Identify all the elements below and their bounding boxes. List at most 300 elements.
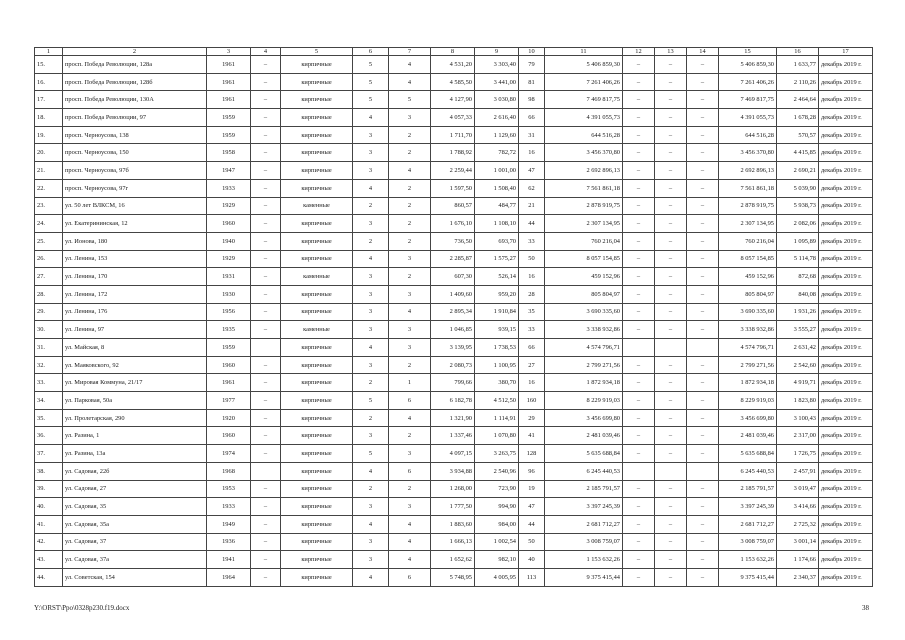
- row-number-cell: 18.: [35, 109, 63, 127]
- floors-cell: 3: [353, 321, 389, 339]
- completion-date-cell: декабрь 2019 г.: [819, 462, 873, 480]
- address-cell: ул. Садовая, 22б: [63, 462, 207, 480]
- floors-cell: 5: [353, 73, 389, 91]
- row-number-cell: 34.: [35, 392, 63, 410]
- row-number-cell: 15.: [35, 56, 63, 74]
- local-funds-cell: –: [687, 480, 719, 498]
- column-header-1: 1: [35, 48, 63, 56]
- wall-material-cell: кирпичные: [281, 551, 353, 569]
- entrances-cell: 2: [389, 179, 431, 197]
- address-cell: ул. Ионова, 180: [63, 232, 207, 250]
- owner-funds-cell: 2 185 791,57: [719, 480, 777, 498]
- total-area-cell: 4 097,15: [431, 445, 475, 463]
- total-cost-cell: 1 153 632,26: [545, 551, 623, 569]
- address-cell: ул. Садовая, 37а: [63, 551, 207, 569]
- residents-cell: 47: [519, 498, 545, 516]
- reconstruction-year-cell: –: [251, 197, 281, 215]
- residents-cell: 16: [519, 374, 545, 392]
- floors-cell: 2: [353, 232, 389, 250]
- total-area-cell: 607,30: [431, 268, 475, 286]
- table-row: [35, 232, 873, 250]
- entrances-cell: 2: [389, 215, 431, 233]
- living-area-cell: 1 070,80: [475, 427, 519, 445]
- column-header-4: 4: [251, 48, 281, 56]
- year-built-cell: 1961: [207, 91, 251, 109]
- federal-funds-cell: –: [623, 73, 655, 91]
- completion-date-cell: декабрь 2019 г.: [819, 73, 873, 91]
- cost-per-sqm-cell: 4 415,85: [777, 144, 819, 162]
- reconstruction-year-cell: –: [251, 285, 281, 303]
- table-row: [35, 551, 873, 569]
- cost-per-sqm-cell: 2 542,60: [777, 356, 819, 374]
- total-cost-cell: 760 216,04: [545, 232, 623, 250]
- table-row: [35, 197, 873, 215]
- federal-funds-cell: –: [623, 445, 655, 463]
- regional-funds-cell: –: [655, 268, 687, 286]
- regional-funds-cell: –: [655, 392, 687, 410]
- residents-cell: 96: [519, 462, 545, 480]
- federal-funds-cell: –: [623, 285, 655, 303]
- completion-date-cell: декабрь 2019 г.: [819, 568, 873, 586]
- regional-funds-cell: –: [655, 162, 687, 180]
- row-number-cell: 27.: [35, 268, 63, 286]
- row-number-cell: 17.: [35, 91, 63, 109]
- residents-cell: 16: [519, 268, 545, 286]
- owner-funds-cell: 644 516,28: [719, 126, 777, 144]
- local-funds-cell: –: [687, 73, 719, 91]
- local-funds-cell: –: [687, 392, 719, 410]
- address-cell: ул. Садовая, 27: [63, 480, 207, 498]
- entrances-cell: 2: [389, 356, 431, 374]
- row-number-cell: 20.: [35, 144, 63, 162]
- column-header-6: 6: [353, 48, 389, 56]
- total-cost-cell: 2 481 039,46: [545, 427, 623, 445]
- year-built-cell: 1960: [207, 215, 251, 233]
- total-cost-cell: 2 307 134,95: [545, 215, 623, 233]
- entrances-cell: 4: [389, 409, 431, 427]
- wall-material-cell: кирпичные: [281, 356, 353, 374]
- wall-material-cell: кирпичные: [281, 533, 353, 551]
- wall-material-cell: кирпичные: [281, 339, 353, 357]
- owner-funds-cell: 3 338 932,86: [719, 321, 777, 339]
- reconstruction-year-cell: –: [251, 162, 281, 180]
- address-cell: ул. Ленина, 153: [63, 250, 207, 268]
- regional-funds-cell: –: [655, 303, 687, 321]
- federal-funds-cell: –: [623, 162, 655, 180]
- regional-funds-cell: –: [655, 533, 687, 551]
- total-area-cell: 1 046,85: [431, 321, 475, 339]
- completion-date-cell: декабрь 2019 г.: [819, 498, 873, 516]
- address-cell: ул. Ленина, 176: [63, 303, 207, 321]
- owner-funds-cell: 8 229 919,03: [719, 392, 777, 410]
- floors-cell: 3: [353, 285, 389, 303]
- table-row: [35, 515, 873, 533]
- local-funds-cell: –: [687, 356, 719, 374]
- owner-funds-cell: 3 456 699,80: [719, 409, 777, 427]
- regional-funds-cell: –: [655, 321, 687, 339]
- wall-material-cell: каменные: [281, 321, 353, 339]
- total-area-cell: 3 139,95: [431, 339, 475, 357]
- table-row: [35, 462, 873, 480]
- floors-cell: 3: [353, 498, 389, 516]
- document-file-path: Y:\ORST\Ppo\0328p230.f19.docx: [34, 604, 130, 612]
- local-funds-cell: [687, 462, 719, 480]
- owner-funds-cell: 2 878 919,75: [719, 197, 777, 215]
- table-row: [35, 268, 873, 286]
- living-area-cell: 4 512,50: [475, 392, 519, 410]
- wall-material-cell: кирпичные: [281, 568, 353, 586]
- table-row: [35, 144, 873, 162]
- regional-funds-cell: –: [655, 197, 687, 215]
- column-header-2: 2: [63, 48, 207, 56]
- floors-cell: 3: [353, 144, 389, 162]
- local-funds-cell: –: [687, 427, 719, 445]
- total-area-cell: 2 080,73: [431, 356, 475, 374]
- living-area-cell: 2 540,96: [475, 462, 519, 480]
- completion-date-cell: декабрь 2019 г.: [819, 268, 873, 286]
- reconstruction-year-cell: –: [251, 321, 281, 339]
- federal-funds-cell: –: [623, 427, 655, 445]
- total-cost-cell: 8 229 919,03: [545, 392, 623, 410]
- floors-cell: 4: [353, 179, 389, 197]
- completion-date-cell: декабрь 2019 г.: [819, 126, 873, 144]
- address-cell: просп. Победа Революции, 130А: [63, 91, 207, 109]
- table-row: [35, 303, 873, 321]
- year-built-cell: 1920: [207, 409, 251, 427]
- owner-funds-cell: 2 692 896,13: [719, 162, 777, 180]
- table-row: [35, 126, 873, 144]
- table-row: [35, 56, 873, 74]
- year-built-cell: 1964: [207, 568, 251, 586]
- owner-funds-cell: 8 057 154,85: [719, 250, 777, 268]
- total-area-cell: 1 883,60: [431, 515, 475, 533]
- address-cell: ул. Мировая Коммуна, 21/17: [63, 374, 207, 392]
- address-cell: ул. Советская, 154: [63, 568, 207, 586]
- year-built-cell: 1947: [207, 162, 251, 180]
- owner-funds-cell: 4 574 796,71: [719, 339, 777, 357]
- row-number-cell: 38.: [35, 462, 63, 480]
- total-cost-cell: 8 057 154,85: [545, 250, 623, 268]
- owner-funds-cell: 5 406 859,30: [719, 56, 777, 74]
- entrances-cell: 2: [389, 268, 431, 286]
- cost-per-sqm-cell: 2 082,06: [777, 215, 819, 233]
- entrances-cell: 2: [389, 480, 431, 498]
- floors-cell: 3: [353, 427, 389, 445]
- owner-funds-cell: 7 469 817,75: [719, 91, 777, 109]
- wall-material-cell: кирпичные: [281, 179, 353, 197]
- residents-cell: 81: [519, 73, 545, 91]
- cost-per-sqm-cell: 5 114,78: [777, 250, 819, 268]
- living-area-cell: 484,77: [475, 197, 519, 215]
- address-cell: ул. Пролетарская, 290: [63, 409, 207, 427]
- federal-funds-cell: –: [623, 232, 655, 250]
- total-cost-cell: 459 152,96: [545, 268, 623, 286]
- year-built-cell: 1961: [207, 73, 251, 91]
- living-area-cell: 1 001,00: [475, 162, 519, 180]
- address-cell: ул. Разина, 1: [63, 427, 207, 445]
- floors-cell: 3: [353, 533, 389, 551]
- living-area-cell: 3 030,80: [475, 91, 519, 109]
- wall-material-cell: кирпичные: [281, 462, 353, 480]
- cost-per-sqm-cell: 2 110,26: [777, 73, 819, 91]
- living-area-cell: 994,90: [475, 498, 519, 516]
- address-cell: ул. Майская, 8: [63, 339, 207, 357]
- total-cost-cell: 644 516,28: [545, 126, 623, 144]
- residents-cell: 28: [519, 285, 545, 303]
- reconstruction-year-cell: –: [251, 568, 281, 586]
- table-row: [35, 285, 873, 303]
- table-row: [35, 445, 873, 463]
- local-funds-cell: –: [687, 109, 719, 127]
- floors-cell: 3: [353, 303, 389, 321]
- cost-per-sqm-cell: 2 725,32: [777, 515, 819, 533]
- local-funds-cell: –: [687, 162, 719, 180]
- federal-funds-cell: –: [623, 250, 655, 268]
- row-number-cell: 33.: [35, 374, 63, 392]
- year-built-cell: 1935: [207, 321, 251, 339]
- residents-cell: 113: [519, 568, 545, 586]
- wall-material-cell: кирпичные: [281, 445, 353, 463]
- residents-cell: 44: [519, 515, 545, 533]
- row-number-cell: 26.: [35, 250, 63, 268]
- entrances-cell: 2: [389, 144, 431, 162]
- cost-per-sqm-cell: 2 340,37: [777, 568, 819, 586]
- year-built-cell: 1949: [207, 515, 251, 533]
- total-cost-cell: 4 391 055,73: [545, 109, 623, 127]
- total-cost-cell: 5 635 688,84: [545, 445, 623, 463]
- living-area-cell: 1 508,40: [475, 179, 519, 197]
- row-number-cell: 44.: [35, 568, 63, 586]
- residents-cell: 98: [519, 91, 545, 109]
- entrances-cell: 3: [389, 285, 431, 303]
- residents-cell: 66: [519, 109, 545, 127]
- wall-material-cell: кирпичные: [281, 285, 353, 303]
- address-cell: просп. Черноусова, 138: [63, 126, 207, 144]
- total-area-cell: 1 337,46: [431, 427, 475, 445]
- cost-per-sqm-cell: 3 414,66: [777, 498, 819, 516]
- total-cost-cell: 2 878 919,75: [545, 197, 623, 215]
- owner-funds-cell: 805 804,97: [719, 285, 777, 303]
- cost-per-sqm-cell: 5 938,73: [777, 197, 819, 215]
- table-row: [35, 321, 873, 339]
- year-built-cell: 1941: [207, 551, 251, 569]
- local-funds-cell: –: [687, 409, 719, 427]
- total-area-cell: 1 676,10: [431, 215, 475, 233]
- entrances-cell: 5: [389, 91, 431, 109]
- entrances-cell: 3: [389, 339, 431, 357]
- cost-per-sqm-cell: 3 100,43: [777, 409, 819, 427]
- regional-funds-cell: –: [655, 356, 687, 374]
- total-area-cell: 1 666,13: [431, 533, 475, 551]
- living-area-cell: 3 263,75: [475, 445, 519, 463]
- wall-material-cell: кирпичные: [281, 409, 353, 427]
- completion-date-cell: декабрь 2019 г.: [819, 109, 873, 127]
- total-area-cell: 4 531,20: [431, 56, 475, 74]
- living-area-cell: 4 005,95: [475, 568, 519, 586]
- living-area-cell: 3 303,40: [475, 56, 519, 74]
- residents-cell: 35: [519, 303, 545, 321]
- local-funds-cell: –: [687, 250, 719, 268]
- residents-cell: 66: [519, 339, 545, 357]
- owner-funds-cell: 1 872 934,18: [719, 374, 777, 392]
- reconstruction-year-cell: –: [251, 56, 281, 74]
- local-funds-cell: [687, 339, 719, 357]
- total-area-cell: 1 652,62: [431, 551, 475, 569]
- owner-funds-cell: 2 481 039,46: [719, 427, 777, 445]
- cost-per-sqm-cell: 1 633,77: [777, 56, 819, 74]
- year-built-cell: 1936: [207, 533, 251, 551]
- wall-material-cell: каменные: [281, 197, 353, 215]
- table-row: [35, 250, 873, 268]
- row-number-cell: 42.: [35, 533, 63, 551]
- total-cost-cell: 3 008 759,07: [545, 533, 623, 551]
- residents-cell: 79: [519, 56, 545, 74]
- residents-cell: 16: [519, 144, 545, 162]
- row-number-cell: 22.: [35, 179, 63, 197]
- total-area-cell: 1 597,50: [431, 179, 475, 197]
- total-area-cell: 2 285,87: [431, 250, 475, 268]
- reconstruction-year-cell: –: [251, 480, 281, 498]
- address-cell: ул. Садовая, 35а: [63, 515, 207, 533]
- floors-cell: 5: [353, 91, 389, 109]
- residents-cell: 33: [519, 232, 545, 250]
- entrances-cell: 6: [389, 462, 431, 480]
- address-cell: просп. Победа Революции, 128б: [63, 73, 207, 91]
- cost-per-sqm-cell: 3 019,47: [777, 480, 819, 498]
- total-area-cell: 1 777,50: [431, 498, 475, 516]
- residents-cell: 31: [519, 126, 545, 144]
- completion-date-cell: декабрь 2019 г.: [819, 356, 873, 374]
- page-number: 38: [862, 604, 869, 612]
- local-funds-cell: –: [687, 91, 719, 109]
- federal-funds-cell: –: [623, 515, 655, 533]
- living-area-cell: 3 441,00: [475, 73, 519, 91]
- regional-funds-cell: –: [655, 126, 687, 144]
- owner-funds-cell: 3 397 245,39: [719, 498, 777, 516]
- federal-funds-cell: –: [623, 321, 655, 339]
- local-funds-cell: –: [687, 374, 719, 392]
- total-area-cell: 3 934,88: [431, 462, 475, 480]
- floors-cell: 2: [353, 409, 389, 427]
- table-row: [35, 374, 873, 392]
- completion-date-cell: декабрь 2019 г.: [819, 144, 873, 162]
- reconstruction-year-cell: –: [251, 303, 281, 321]
- living-area-cell: 982,10: [475, 551, 519, 569]
- year-built-cell: 1959: [207, 126, 251, 144]
- row-number-cell: 41.: [35, 515, 63, 533]
- living-area-cell: 984,00: [475, 515, 519, 533]
- reconstruction-year-cell: –: [251, 109, 281, 127]
- row-number-cell: 24.: [35, 215, 63, 233]
- floors-cell: 2: [353, 197, 389, 215]
- living-area-cell: 1 100,95: [475, 356, 519, 374]
- floors-cell: 3: [353, 162, 389, 180]
- owner-funds-cell: 3 008 759,07: [719, 533, 777, 551]
- wall-material-cell: кирпичные: [281, 144, 353, 162]
- wall-material-cell: кирпичные: [281, 232, 353, 250]
- floors-cell: 4: [353, 250, 389, 268]
- total-area-cell: 1 711,70: [431, 126, 475, 144]
- reconstruction-year-cell: [251, 462, 281, 480]
- column-header-10: 10: [519, 48, 545, 56]
- row-number-cell: 43.: [35, 551, 63, 569]
- owner-funds-cell: 760 216,04: [719, 232, 777, 250]
- floors-cell: 3: [353, 268, 389, 286]
- local-funds-cell: –: [687, 321, 719, 339]
- entrances-cell: 6: [389, 568, 431, 586]
- federal-funds-cell: –: [623, 179, 655, 197]
- table-row: [35, 356, 873, 374]
- total-cost-cell: 4 574 796,71: [545, 339, 623, 357]
- year-built-cell: 1977: [207, 392, 251, 410]
- completion-date-cell: декабрь 2019 г.: [819, 445, 873, 463]
- reconstruction-year-cell: –: [251, 73, 281, 91]
- residents-cell: 50: [519, 533, 545, 551]
- federal-funds-cell: –: [623, 56, 655, 74]
- residents-cell: 19: [519, 480, 545, 498]
- local-funds-cell: –: [687, 197, 719, 215]
- federal-funds-cell: –: [623, 126, 655, 144]
- cost-per-sqm-cell: 1 931,26: [777, 303, 819, 321]
- floors-cell: 2: [353, 480, 389, 498]
- row-number-cell: 28.: [35, 285, 63, 303]
- living-area-cell: 1 910,84: [475, 303, 519, 321]
- owner-funds-cell: 7 261 406,26: [719, 73, 777, 91]
- column-header-11: 11: [545, 48, 623, 56]
- floors-cell: 3: [353, 215, 389, 233]
- year-built-cell: 1961: [207, 56, 251, 74]
- year-built-cell: 1933: [207, 498, 251, 516]
- row-number-cell: 30.: [35, 321, 63, 339]
- living-area-cell: 380,70: [475, 374, 519, 392]
- address-cell: ул. Маяковского, 92: [63, 356, 207, 374]
- row-number-cell: 29.: [35, 303, 63, 321]
- row-number-cell: 40.: [35, 498, 63, 516]
- federal-funds-cell: [623, 462, 655, 480]
- owner-funds-cell: 7 561 861,18: [719, 179, 777, 197]
- total-cost-cell: 9 375 415,44: [545, 568, 623, 586]
- total-cost-cell: 805 804,97: [545, 285, 623, 303]
- reconstruction-year-cell: –: [251, 374, 281, 392]
- floors-cell: 3: [353, 126, 389, 144]
- floors-cell: 4: [353, 339, 389, 357]
- total-cost-cell: 5 406 859,30: [545, 56, 623, 74]
- column-header-16: 16: [777, 48, 819, 56]
- table-row: [35, 339, 873, 357]
- local-funds-cell: –: [687, 126, 719, 144]
- column-header-17: 17: [819, 48, 873, 56]
- living-area-cell: 939,15: [475, 321, 519, 339]
- owner-funds-cell: 4 391 055,73: [719, 109, 777, 127]
- completion-date-cell: декабрь 2019 г.: [819, 551, 873, 569]
- residents-cell: 27: [519, 356, 545, 374]
- residents-cell: 21: [519, 197, 545, 215]
- total-area-cell: 5 748,95: [431, 568, 475, 586]
- total-cost-cell: 3 690 335,60: [545, 303, 623, 321]
- federal-funds-cell: –: [623, 374, 655, 392]
- regional-funds-cell: –: [655, 285, 687, 303]
- wall-material-cell: кирпичные: [281, 303, 353, 321]
- total-area-cell: 2 895,34: [431, 303, 475, 321]
- total-area-cell: 4 585,50: [431, 73, 475, 91]
- year-built-cell: 1958: [207, 144, 251, 162]
- column-header-8: 8: [431, 48, 475, 56]
- regional-funds-cell: –: [655, 144, 687, 162]
- completion-date-cell: декабрь 2019 г.: [819, 339, 873, 357]
- wall-material-cell: кирпичные: [281, 392, 353, 410]
- completion-date-cell: декабрь 2019 г.: [819, 232, 873, 250]
- floors-cell: 3: [353, 551, 389, 569]
